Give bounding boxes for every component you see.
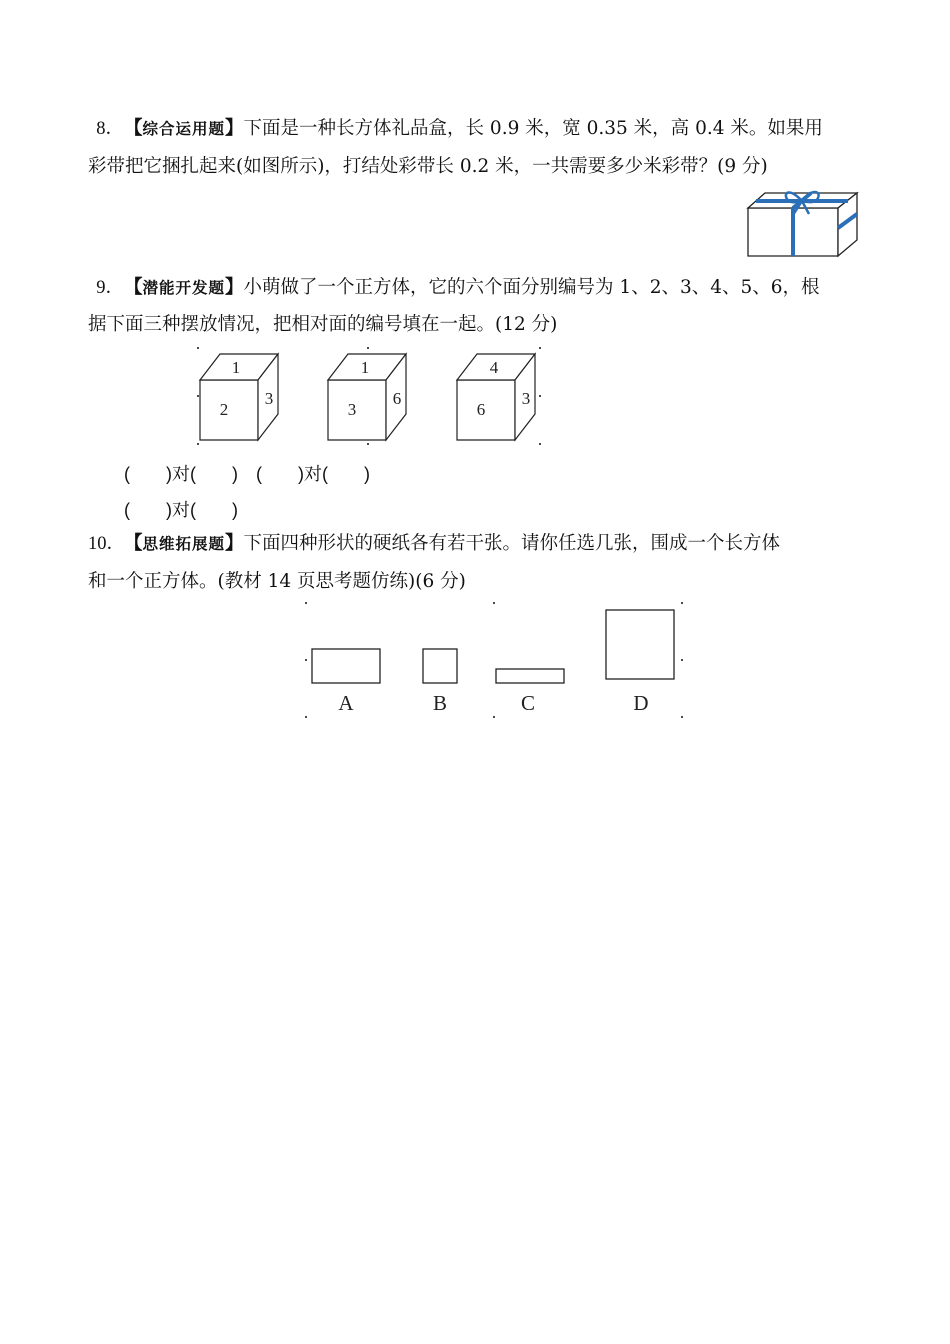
shape-d-label: D xyxy=(633,691,649,715)
shape-b-square xyxy=(423,649,457,683)
cube-3-side: 3 xyxy=(521,389,531,408)
q10-line2: 和一个正方体。(教材 14 页思考题仿练)(6 分) xyxy=(88,571,466,592)
q9-number: 9． xyxy=(96,278,124,298)
q10-tag: 思维拓展题 xyxy=(142,534,226,553)
q8-tag: 综合运用题 xyxy=(142,119,226,138)
q9-answer-row1[interactable]: ( )对( ) ( )对( ) xyxy=(124,464,370,484)
q8-text1: 下面是一种长方体礼品盒，长 0.9 米，宽 0.35 米，高 0.4 米。如果用 xyxy=(243,118,823,139)
cube-1-front: 2 xyxy=(219,400,229,419)
shape-a-rect xyxy=(312,649,380,683)
shape-c-label: C xyxy=(520,691,536,715)
cube-1-side: 3 xyxy=(264,389,274,408)
q8-number: 8． xyxy=(96,119,124,139)
cube-2-front: 3 xyxy=(347,400,357,419)
q9-tag: 潜能开发题 xyxy=(142,278,226,297)
q10-text1: 下面四种形状的硬纸各有若干张。请你任选几张，围成一个长方体 xyxy=(243,533,781,554)
q10-number: 10． xyxy=(88,534,126,554)
cube-1-top: 1 xyxy=(231,358,241,377)
cube-3-front: 6 xyxy=(476,400,486,419)
q8-line2: 彩带把它捆扎起来(如图所示)，打结处彩带长 0.2 米，一共需要多少米彩带？(9 分) xyxy=(88,156,768,177)
cube-2-side: 6 xyxy=(392,389,402,408)
shape-a-label: A xyxy=(338,691,354,715)
q8-line1: 8．【综合运用题】下面是一种长方体礼品盒，长 0.9 米，宽 0.35 米，高 0.4 米。如果用 xyxy=(88,117,868,141)
shape-c-strip xyxy=(496,669,564,683)
gift-box-illustration xyxy=(745,188,863,260)
q9-line2: 据下面三种摆放情况，把相对面的编号填在一起。(12 分) xyxy=(88,314,558,335)
q10-line1: 10．【思维拓展题】下面四种形状的硬纸各有若干张。请你任选几张，围成一个长方体 xyxy=(88,533,781,554)
q9-line1: 9．【潜能开发题】小萌做了一个正方体，它的六个面分别编号为 1、2、3、4、5、6，根 xyxy=(88,276,868,300)
shapes-figure xyxy=(300,598,690,722)
shape-d-square xyxy=(606,610,674,679)
cube-2-top: 1 xyxy=(360,358,370,377)
q9-answer-row2[interactable]: ( )对( ) xyxy=(124,500,238,520)
cube-3-top: 4 xyxy=(489,358,499,377)
cubes-figure xyxy=(190,342,550,452)
shape-b-label: B xyxy=(432,691,448,715)
q9-text1: 小萌做了一个正方体，它的六个面分别编号为 1、2、3、4、5、6，根 xyxy=(243,277,820,298)
